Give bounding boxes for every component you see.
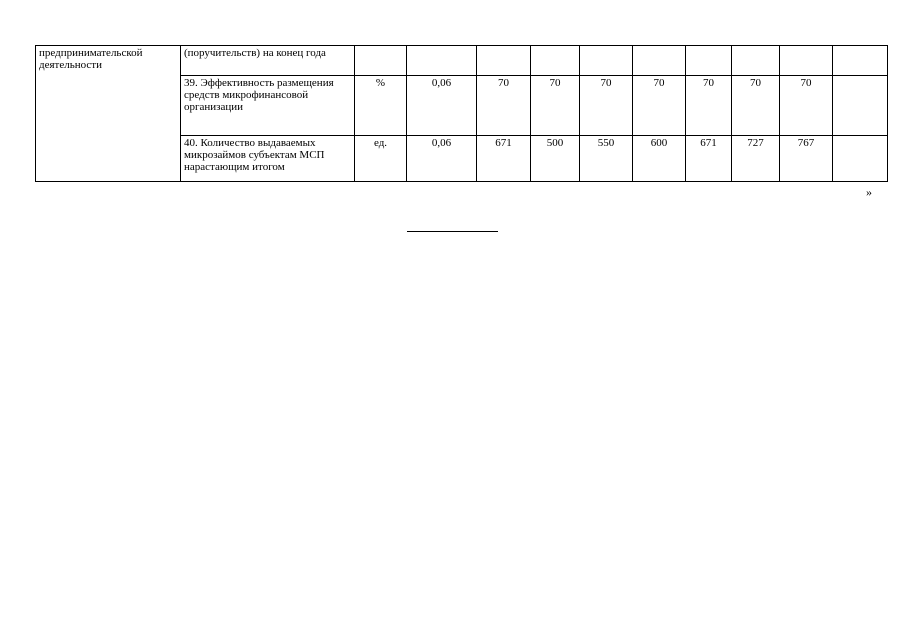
value-cell: 70 [477,76,531,136]
indicator-name-cell: 39. Эффективность размещения средств микрофинансовой организации [181,76,355,136]
value-cell: 70 [580,76,633,136]
unit-cell: ед. [355,136,407,182]
weight-cell: 0,06 [407,136,477,182]
value-cell [780,46,833,76]
value-cell: 600 [633,136,686,182]
value-cell: 727 [732,136,780,182]
table-row [36,46,888,76]
closing-quote: » [866,185,872,199]
value-cell [686,46,732,76]
value-cell: 70 [686,76,732,136]
value-cell [732,46,780,76]
value-cell: 671 [686,136,732,182]
value-cell: 70 [780,76,833,136]
program-name-cell: предпринимательской деятельности [36,46,181,182]
unit-cell [355,46,407,76]
indicator-name-cell: 40. Количество выдаваемых микрозаймов субъектам МСП нарастающим итогом [181,136,355,182]
unit-cell: % [355,76,407,136]
value-cell [833,136,888,182]
value-cell: 500 [531,136,580,182]
value-cell: 70 [732,76,780,136]
value-cell [477,46,531,76]
value-cell: 550 [580,136,633,182]
weight-cell [407,46,477,76]
value-cell: 70 [531,76,580,136]
value-cell: 767 [780,136,833,182]
value-cell [531,46,580,76]
value-cell: 70 [633,76,686,136]
weight-cell: 0,06 [407,76,477,136]
end-rule [407,231,498,232]
value-cell [833,76,888,136]
value-cell [580,46,633,76]
indicator-name-cell: (поручительств) на конец года [181,46,355,76]
indicator-table [35,45,888,182]
value-cell [633,46,686,76]
value-cell: 671 [477,136,531,182]
value-cell [833,46,888,76]
